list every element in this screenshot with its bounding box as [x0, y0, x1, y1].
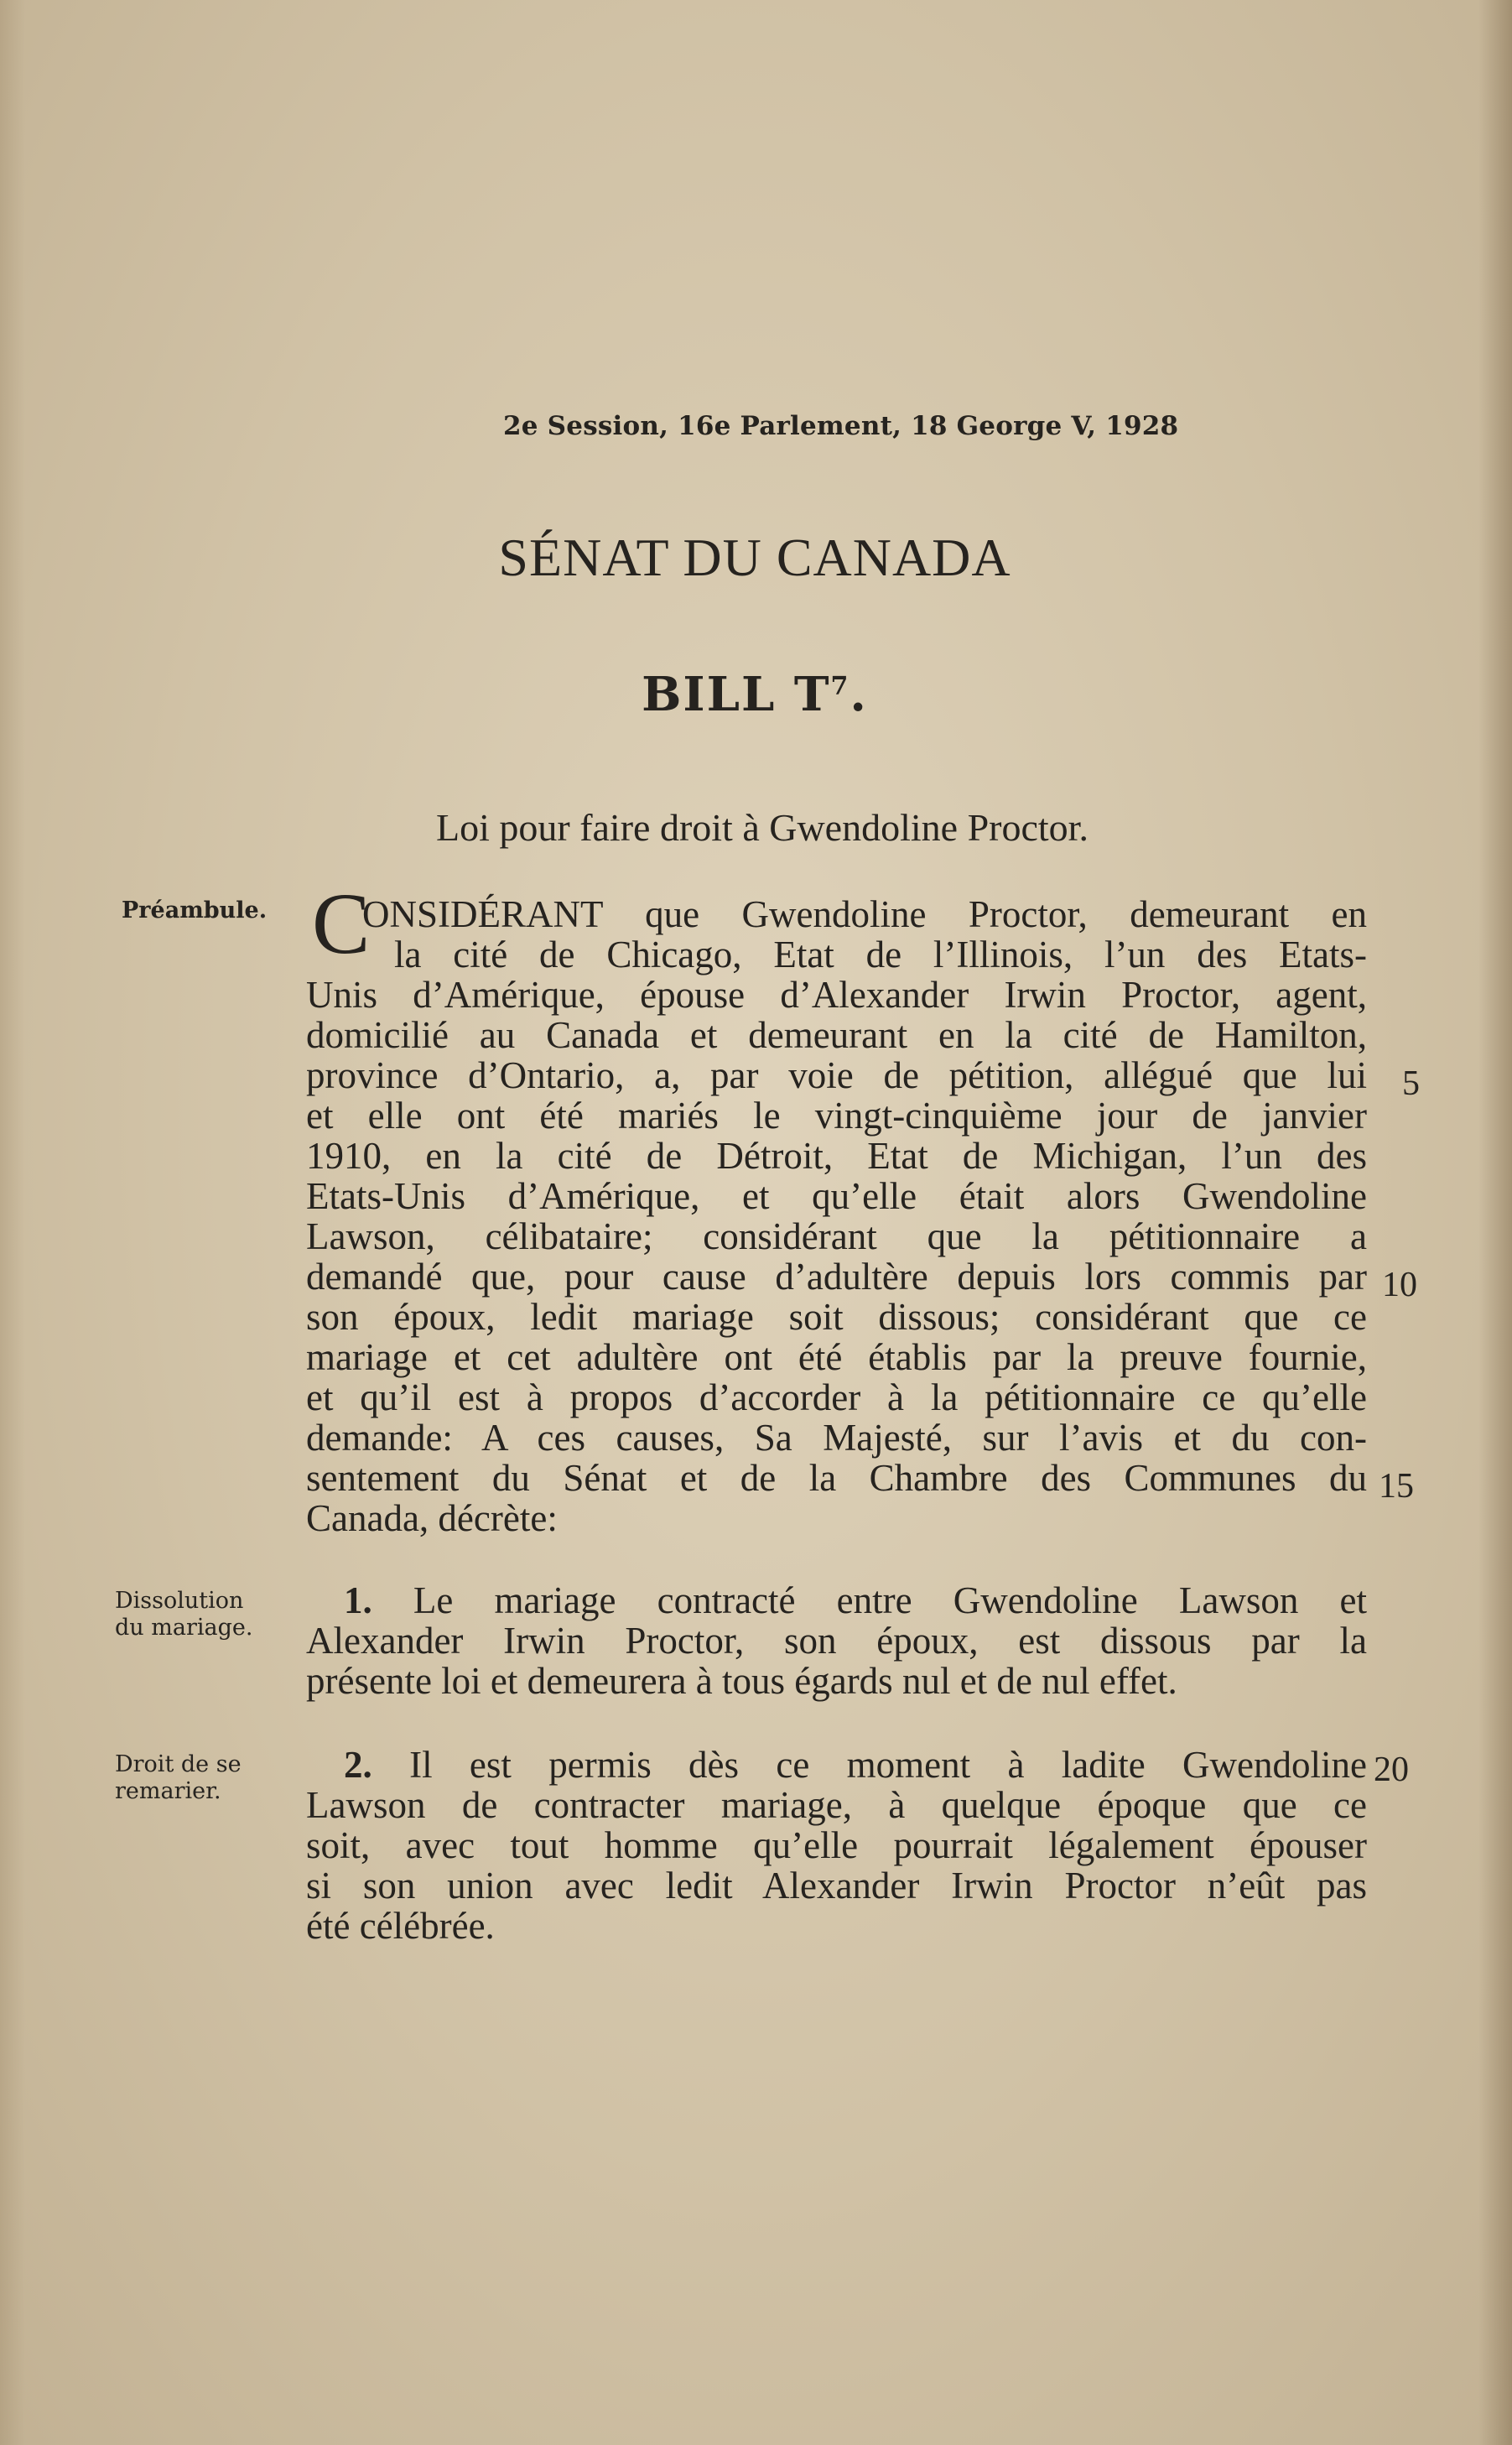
line-number-20: 20: [1374, 1751, 1409, 1789]
section-2-line-3: soit, avec tout homme qu’elle pourrait légalement épouser: [306, 1824, 1367, 1866]
line-number-15: 15: [1379, 1467, 1414, 1506]
preamble-line-2: la cité de Chicago, Etat de l’Illinois, l’un des Etats-: [394, 934, 1367, 975]
preamble-line-1: ONSIDÉRANT que Gwendoline Proctor, demeurant en: [362, 893, 1367, 935]
page-edge-shadow-left: [0, 0, 25, 2445]
margin-note-dissolution-2: du mariage.: [115, 1615, 253, 1641]
section-1-line-3: présente loi et demeurera à tous égards nul et de nul effet.: [306, 1660, 1177, 1702]
section-2-line-4: si son union avec ledit Alexander Irwin Proctor n’eût pas: [306, 1865, 1367, 1907]
preamble-line-16: Canada, décrète:: [306, 1497, 558, 1539]
section-2-line-1-text: Il est permis dès ce moment à ladite Gwendoline: [409, 1744, 1367, 1786]
line-number-5: 5: [1402, 1064, 1420, 1103]
preamble-line-9: Lawson, célibataire; considérant que la pétitionnaire a: [306, 1215, 1367, 1257]
preamble-line-7: 1910, en la cité de Détroit, Etat de Michigan, l’un des: [306, 1135, 1367, 1177]
bill-superscript: 7: [830, 671, 850, 701]
bill-number: [419, 667, 1090, 722]
section-1-line-1: [344, 1580, 1367, 1620]
bill-title: Loi pour faire droit à Gwendoline Proctor.: [436, 806, 1089, 849]
preamble-line-10: demandé que, pour cause d’adultère depuis lors commis par: [306, 1256, 1367, 1298]
section-2-line-1: [344, 1745, 1367, 1785]
preamble-line-4: domicilié au Canada et demeurant en la cité de Hamilton,: [306, 1014, 1367, 1056]
section-1-line-1-text: Le mariage contracté entre Gwendoline Lawson et: [413, 1579, 1367, 1621]
preamble-line-14: demande: A ces causes, Sa Majesté, sur l’avis et du con-: [306, 1417, 1367, 1459]
session-line: 2e Session, 16e Parlement, 18 George V, 1928: [503, 411, 1179, 441]
preamble-line-8: Etats-Unis d’Amérique, et qu’elle était alors Gwendoline: [306, 1175, 1367, 1217]
bill-suffix: .: [850, 667, 868, 722]
margin-note-remarriage-1: Droit de se: [115, 1751, 242, 1777]
preamble-line-6: et elle ont été mariés le vingt-cinquième jour de janvier: [306, 1095, 1367, 1137]
section-2-number: 2.: [344, 1744, 372, 1786]
bill-prefix: BILL T: [642, 667, 831, 722]
preamble-line-15: sentement du Sénat et de la Chambre des Communes du: [306, 1457, 1367, 1499]
margin-note-remarriage-2: remarier.: [115, 1778, 221, 1804]
preamble-line-5: province d’Ontario, a, par voie de pétition, allégué que lui: [306, 1054, 1367, 1096]
preamble-line-13: et qu’il est à propos d’accorder à la pétitionnaire ce qu’elle: [306, 1376, 1367, 1418]
section-1-line-2: Alexander Irwin Proctor, son époux, est dissous par la: [306, 1620, 1367, 1662]
preamble-line-3: Unis d’Amérique, épouse d’Alexander Irwin Proctor, agent,: [306, 974, 1367, 1016]
preamble-line-12: mariage et cet adultère ont été établis par la preuve fournie,: [306, 1336, 1367, 1378]
section-2-line-5: été célébrée.: [306, 1905, 495, 1947]
chamber-title: SÉNAT DU CANADA: [498, 528, 1011, 587]
bleed-through-text: [436, 205, 441, 228]
margin-note-dissolution-1: Dissolution: [115, 1588, 244, 1614]
preamble-line-11: son époux, ledit mariage soit dissous; considérant que ce: [306, 1296, 1367, 1338]
margin-note-preamble: Préambule.: [122, 897, 268, 923]
section-2-line-2: Lawson de contracter mariage, à quelque époque que ce: [306, 1784, 1367, 1826]
line-number-10: 10: [1382, 1266, 1417, 1304]
section-1-number: 1.: [344, 1579, 372, 1621]
page-edge-shadow-right: [1478, 0, 1512, 2445]
dropcap-letter: C: [312, 876, 371, 972]
